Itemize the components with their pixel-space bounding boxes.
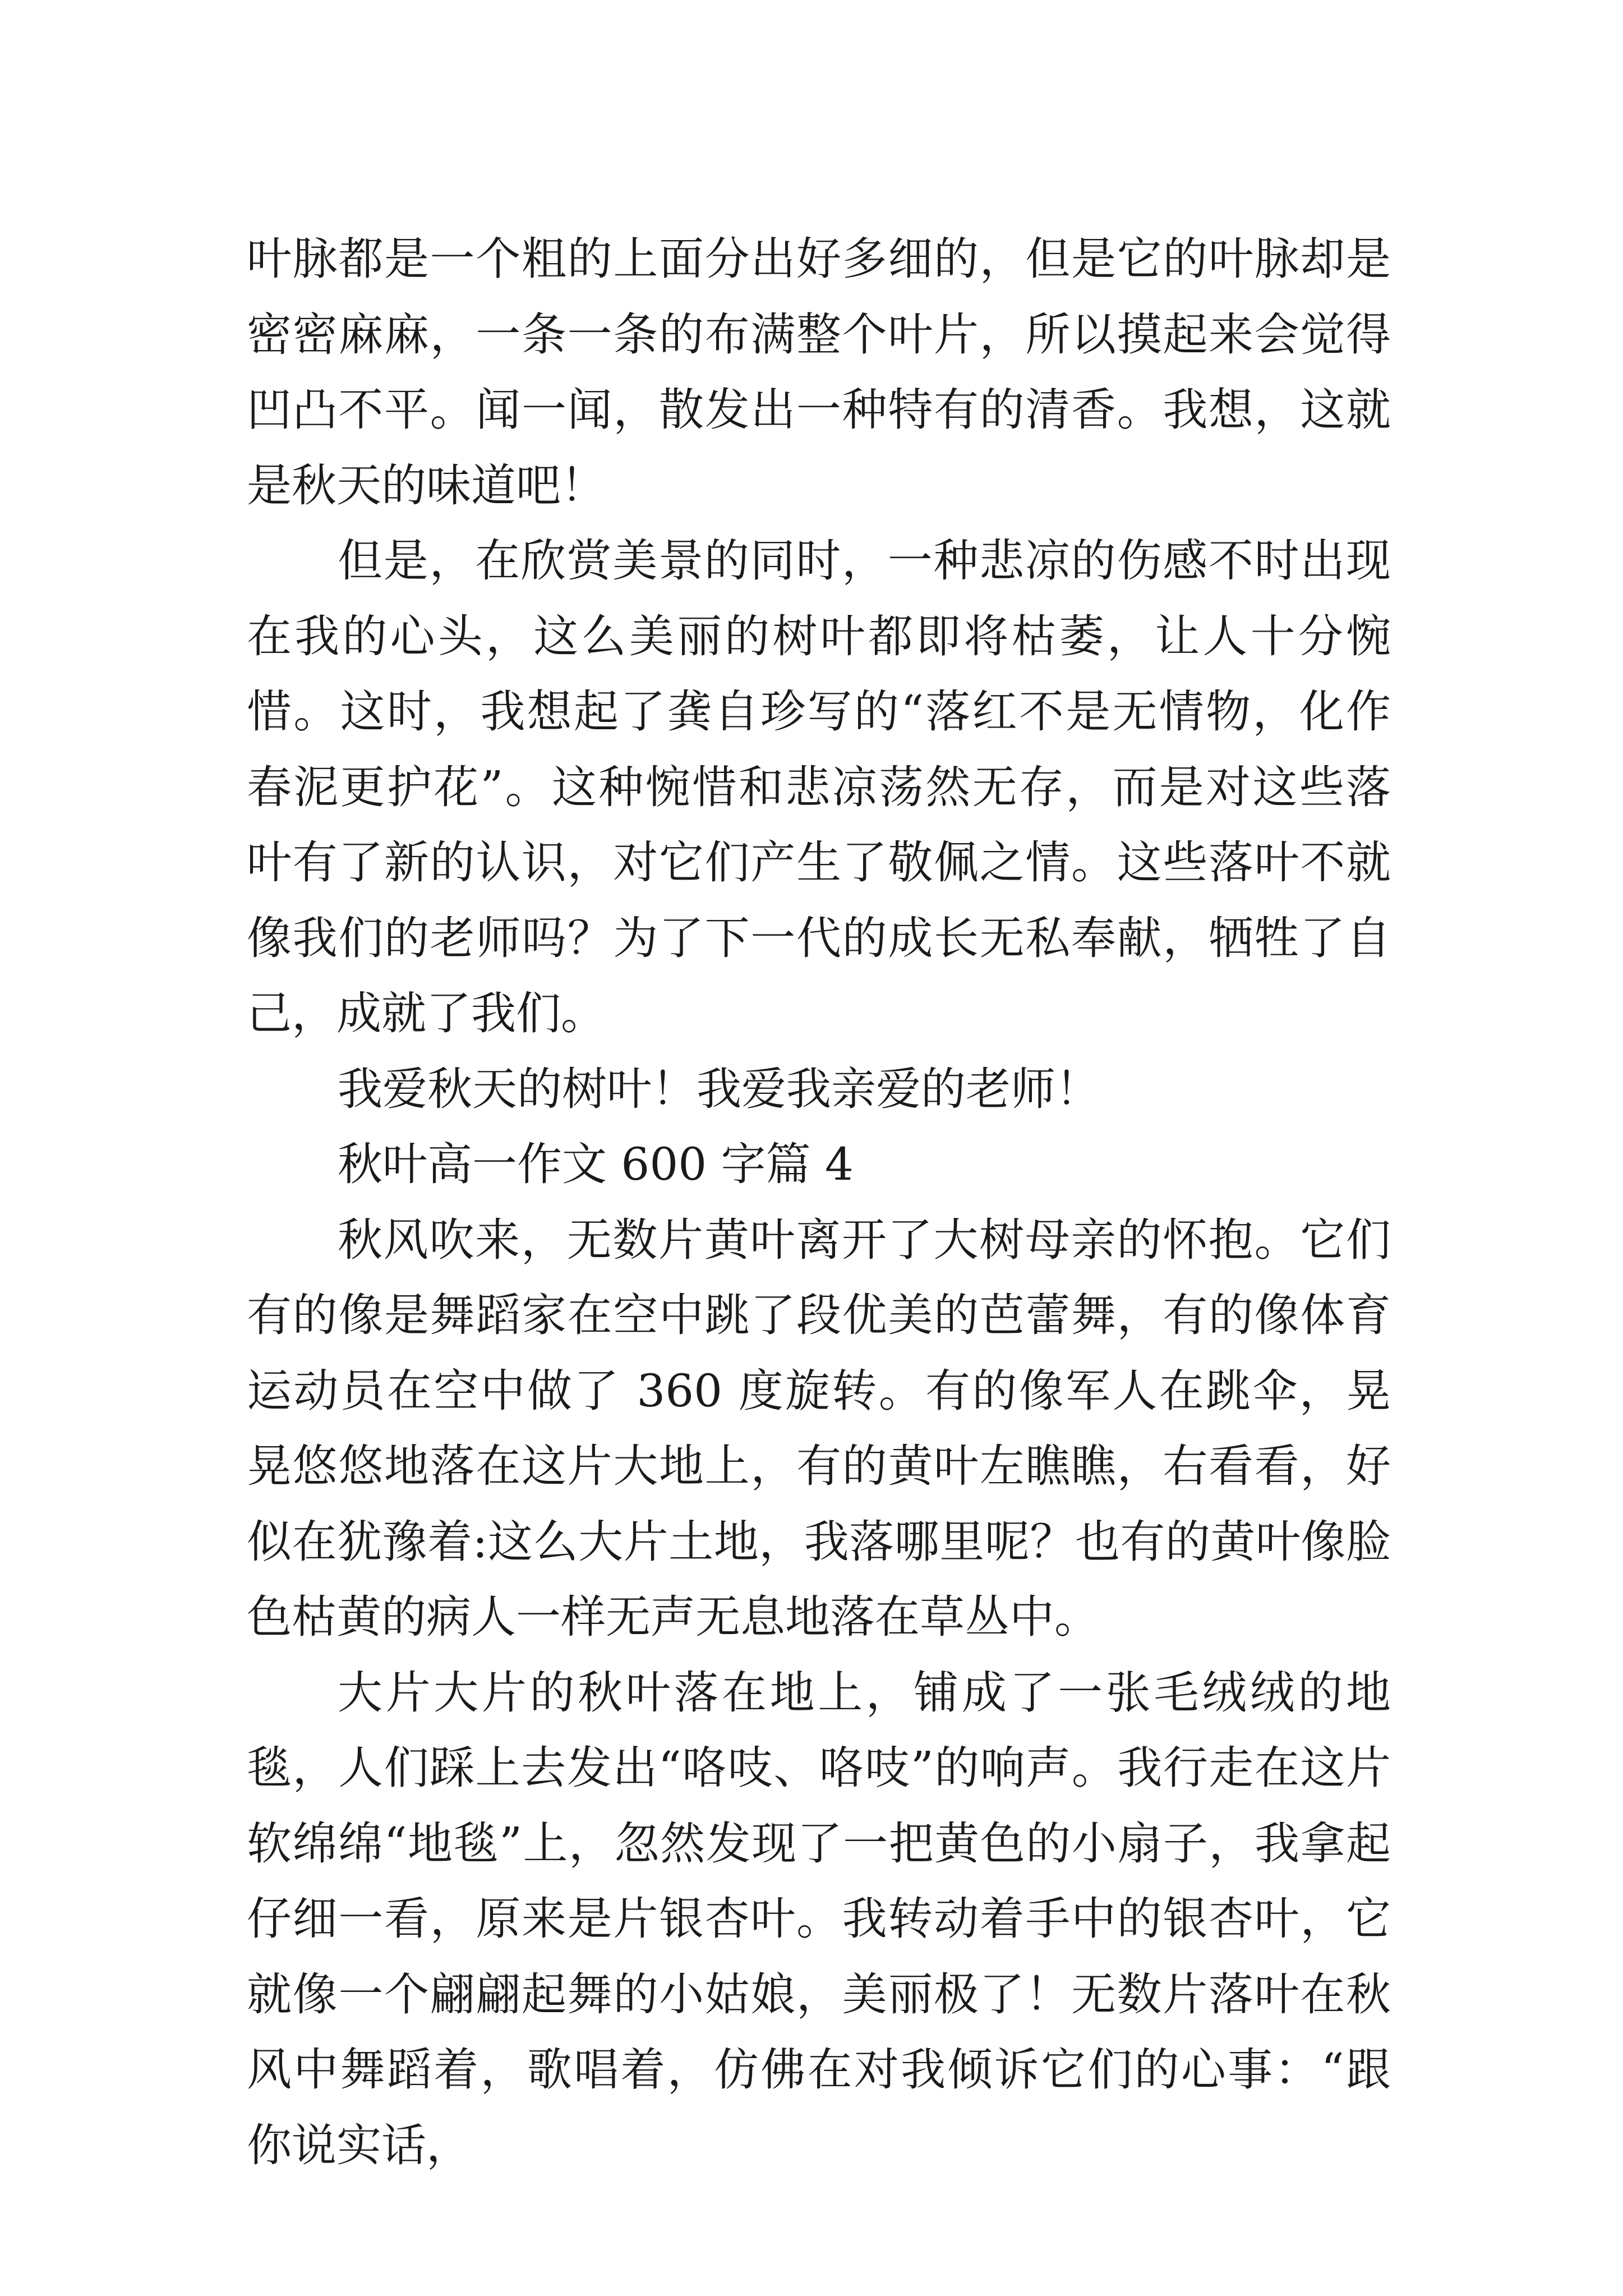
- document-body: [247, 222, 1391, 2183]
- paragraph-5: 大片大片的秋叶落在地上，铺成了一张毛绒绒的地毯，人们踩上去发出“咯吱、咯吱”的响声。我行走在这片软绵绵“地毯”上，忽然发现了一把黄色的小扇子，我拿起仔细一看，原来是片银杏叶。我转动着手中的银杏叶，它就像一个翩翩起舞的小姑娘，美丽极了！无数片落叶在秋风中舞蹈着，歌唱着，仿佛在对我倾诉它们的心事：“跟你说实话，: [247, 1666, 1391, 2171]
- paragraph-4: 秋风吹来，无数片黄叶离开了大树母亲的怀抱。它们有的像是舞蹈家在空中跳了段优美的芭蕾舞，有的像体育运动员在空中做了 360 度旋转。有的像军人在跳伞，晃晃悠悠地落在这片大地上，有的黄叶左瞧瞧，右看看，好似在犹豫着:这么大片土地，我落哪里呢？也有的黄叶像脸色枯黄的病人一样无声无息地落在草丛中。: [247, 1213, 1391, 1643]
- paragraph-2: 但是，在欣赏美景的同时，一种悲凉的伤感不时出现在我的心头，这么美丽的树叶都即将枯萎，让人十分惋惜。这时，我想起了龚自珍写的“落红不是无情物，化作春泥更护花”。这种惋惜和悲凉荡然无存，而是对这些落叶有了新的认识，对它们产生了敬佩之情。这些落叶不就像我们的老师吗？为了下一代的成长无私奉献，牺牲了自己，成就了我们。: [247, 535, 1391, 1039]
- section-title: 秋叶高一作文 600 字篇 4: [338, 1138, 854, 1190]
- paragraph-3: 我爱秋天的树叶！我爱我亲爱的老师！: [338, 1062, 1100, 1115]
- paragraph-1: 叶脉都是一个粗的上面分出好多细的，但是它的叶脉却是密密麻麻，一条一条的布满整个叶片，所以摸起来会觉得凹凸不平。闻一闻，散发出一种特有的清香。我想，这就是秋天的味道吧！: [247, 233, 1391, 512]
